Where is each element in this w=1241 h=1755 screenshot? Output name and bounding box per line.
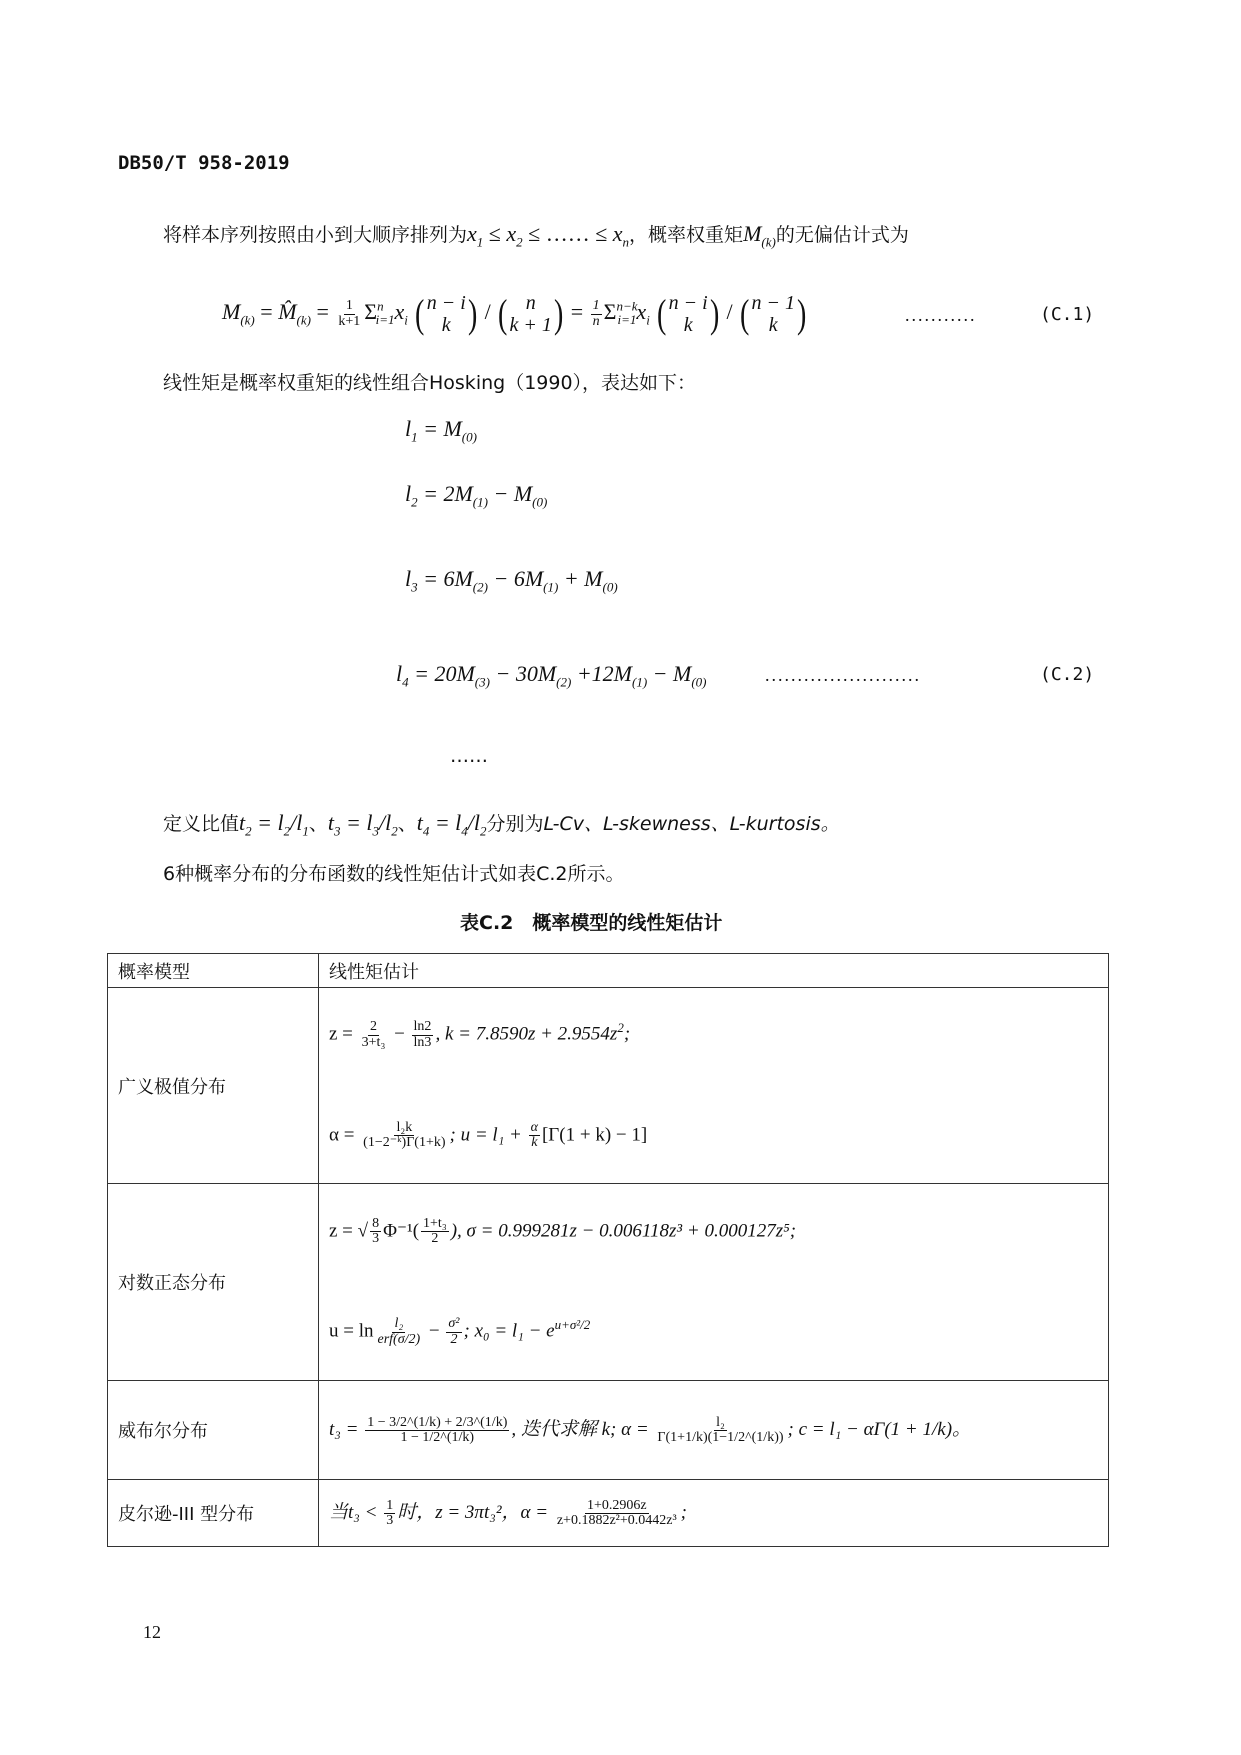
equation-c1: $M_{(k)}$ = $M̂_{(k)}$ = $\frac{1}{k+1}$ $\Sigma^n_{i=1}x_i$ ( n − i k ) / ( n k + 1 ) = $\frac{1}{n}$ $\Sigma^{n-k}_{i=1}x_i$ ( n − i k ) / ( n − 1 k ) [222,291,807,336]
continuation-ellipsis: …… [450,745,488,767]
lmoment-l1: $l_1 = M_{(0)}$ [405,416,477,445]
estimation-formulas: t₃ = $\frac{1 - 3/2\^{}(1/k) + 2/3\^{}(1/k)}{1 - 1/2\^{}(1/k)}$ , 迭代求解 k; α = $\frac{\text{l₂}}{\Gamma(1+1/k)(1-1/2\^{}(1/k))}$ ; c = l₁ − αΓ(1 + 1/k)。 [319,1381,1109,1480]
table-reference-paragraph: 6种概率分布的分布函数的线性矩估计式如表C.2所示。 [163,863,625,885]
lmoment-intro: 线性矩是概率权重矩的线性组合Hosking（1990），表达如下： [163,372,697,394]
estimation-formulas: z = $\frac{2}{\text{3+t₃}}$ − $\frac{\ln 2}{\ln 3}$ , $k = 7.8590z + 2.9554z^2$; α = $\frac{\text{l₂k}}{\text{(1−2⁻ᵏ)Γ(1+k)}}$ ; u = l₁ + $\frac{\alpha}{k}$ [Γ(1 + k) − 1] [319,988,1109,1184]
order-sequence: $x_1 \le x_2$ ≤ …… ≤ $x_n$ [467,221,630,250]
model-name: 威布尔分布 [108,1381,319,1480]
lmoment-l3: $l_3 = 6M_{(2)} - 6M_{(1)} + M_{(0)}$ [405,566,618,595]
equation-number-c2: (C.2) [1040,664,1095,685]
model-name: 广义极值分布 [108,988,319,1184]
table-caption: 表C.2 概率模型的线性矩估计 [460,912,723,934]
intro-text: 将样本序列按照由小到大顺序排列为 [163,224,468,246]
header-model: 概率模型 [108,954,319,988]
estimation-formulas: z = √ $\frac{8}{3}$ Φ⁻¹( $\frac{\text{1+t₃}}{2}$ ), σ = 0.999281z − 0.006118z³ + 0.000127z⁵; u = ln $\frac{\text{l₂}}{\text{erf(σ/2)}}$ − $\frac{\text{σ²}}{2}$ ; $x_0 = l_1 - e^{u+\sigma^2/2}$ [319,1184,1109,1381]
document-id: DB50/T 958-2019 [118,152,290,174]
equation-leader-dots: ........................ [765,665,921,685]
estimation-formulas: 当t₃ < $\frac{1}{3}$ 时，z = 3πt₃²，α = $\frac{1+0.2906z}{\text{z+0.1882z²+0.0442z³}}$ ; [319,1480,1109,1547]
equation-number-c1: (C.1) [1040,304,1095,325]
lmoment-l4: $l_4 = 20M_{(3)} - 30M_{(2)} +12M_{(1)} - M_{(0)}$ [396,661,707,690]
table-row [108,1381,1109,1480]
lmoment-estimation-table [107,953,1109,1547]
ratio-definition: 定义比值$t_2 = l_2/l_1$、$t_3 = l_3/l_2$、$t_4 = l_4/l_2$分别为L-Cv、L-skewness、L-kurtosis。 [163,810,840,839]
header-estimation: 线性矩估计 [319,954,1109,988]
table-row [108,1184,1109,1381]
intro-text: 的无偏估计式为 [775,224,909,246]
page-number: 12 [143,1622,161,1642]
equation-leader-dots: ........... [905,305,977,325]
table-row [108,988,1109,1184]
table-header-row [108,954,1109,988]
pwm-symbol: $M_{(k)}$ [743,221,776,250]
lmoment-l2: $l_2 = 2M_{(1)} - M_{(0)}$ [405,481,548,510]
intro-paragraph [163,220,909,250]
model-name: 皮尔逊-III 型分布 [108,1480,319,1547]
table-row [108,1480,1109,1547]
intro-text: ，概率权重矩 [629,224,744,246]
model-name: 对数正态分布 [108,1184,319,1381]
